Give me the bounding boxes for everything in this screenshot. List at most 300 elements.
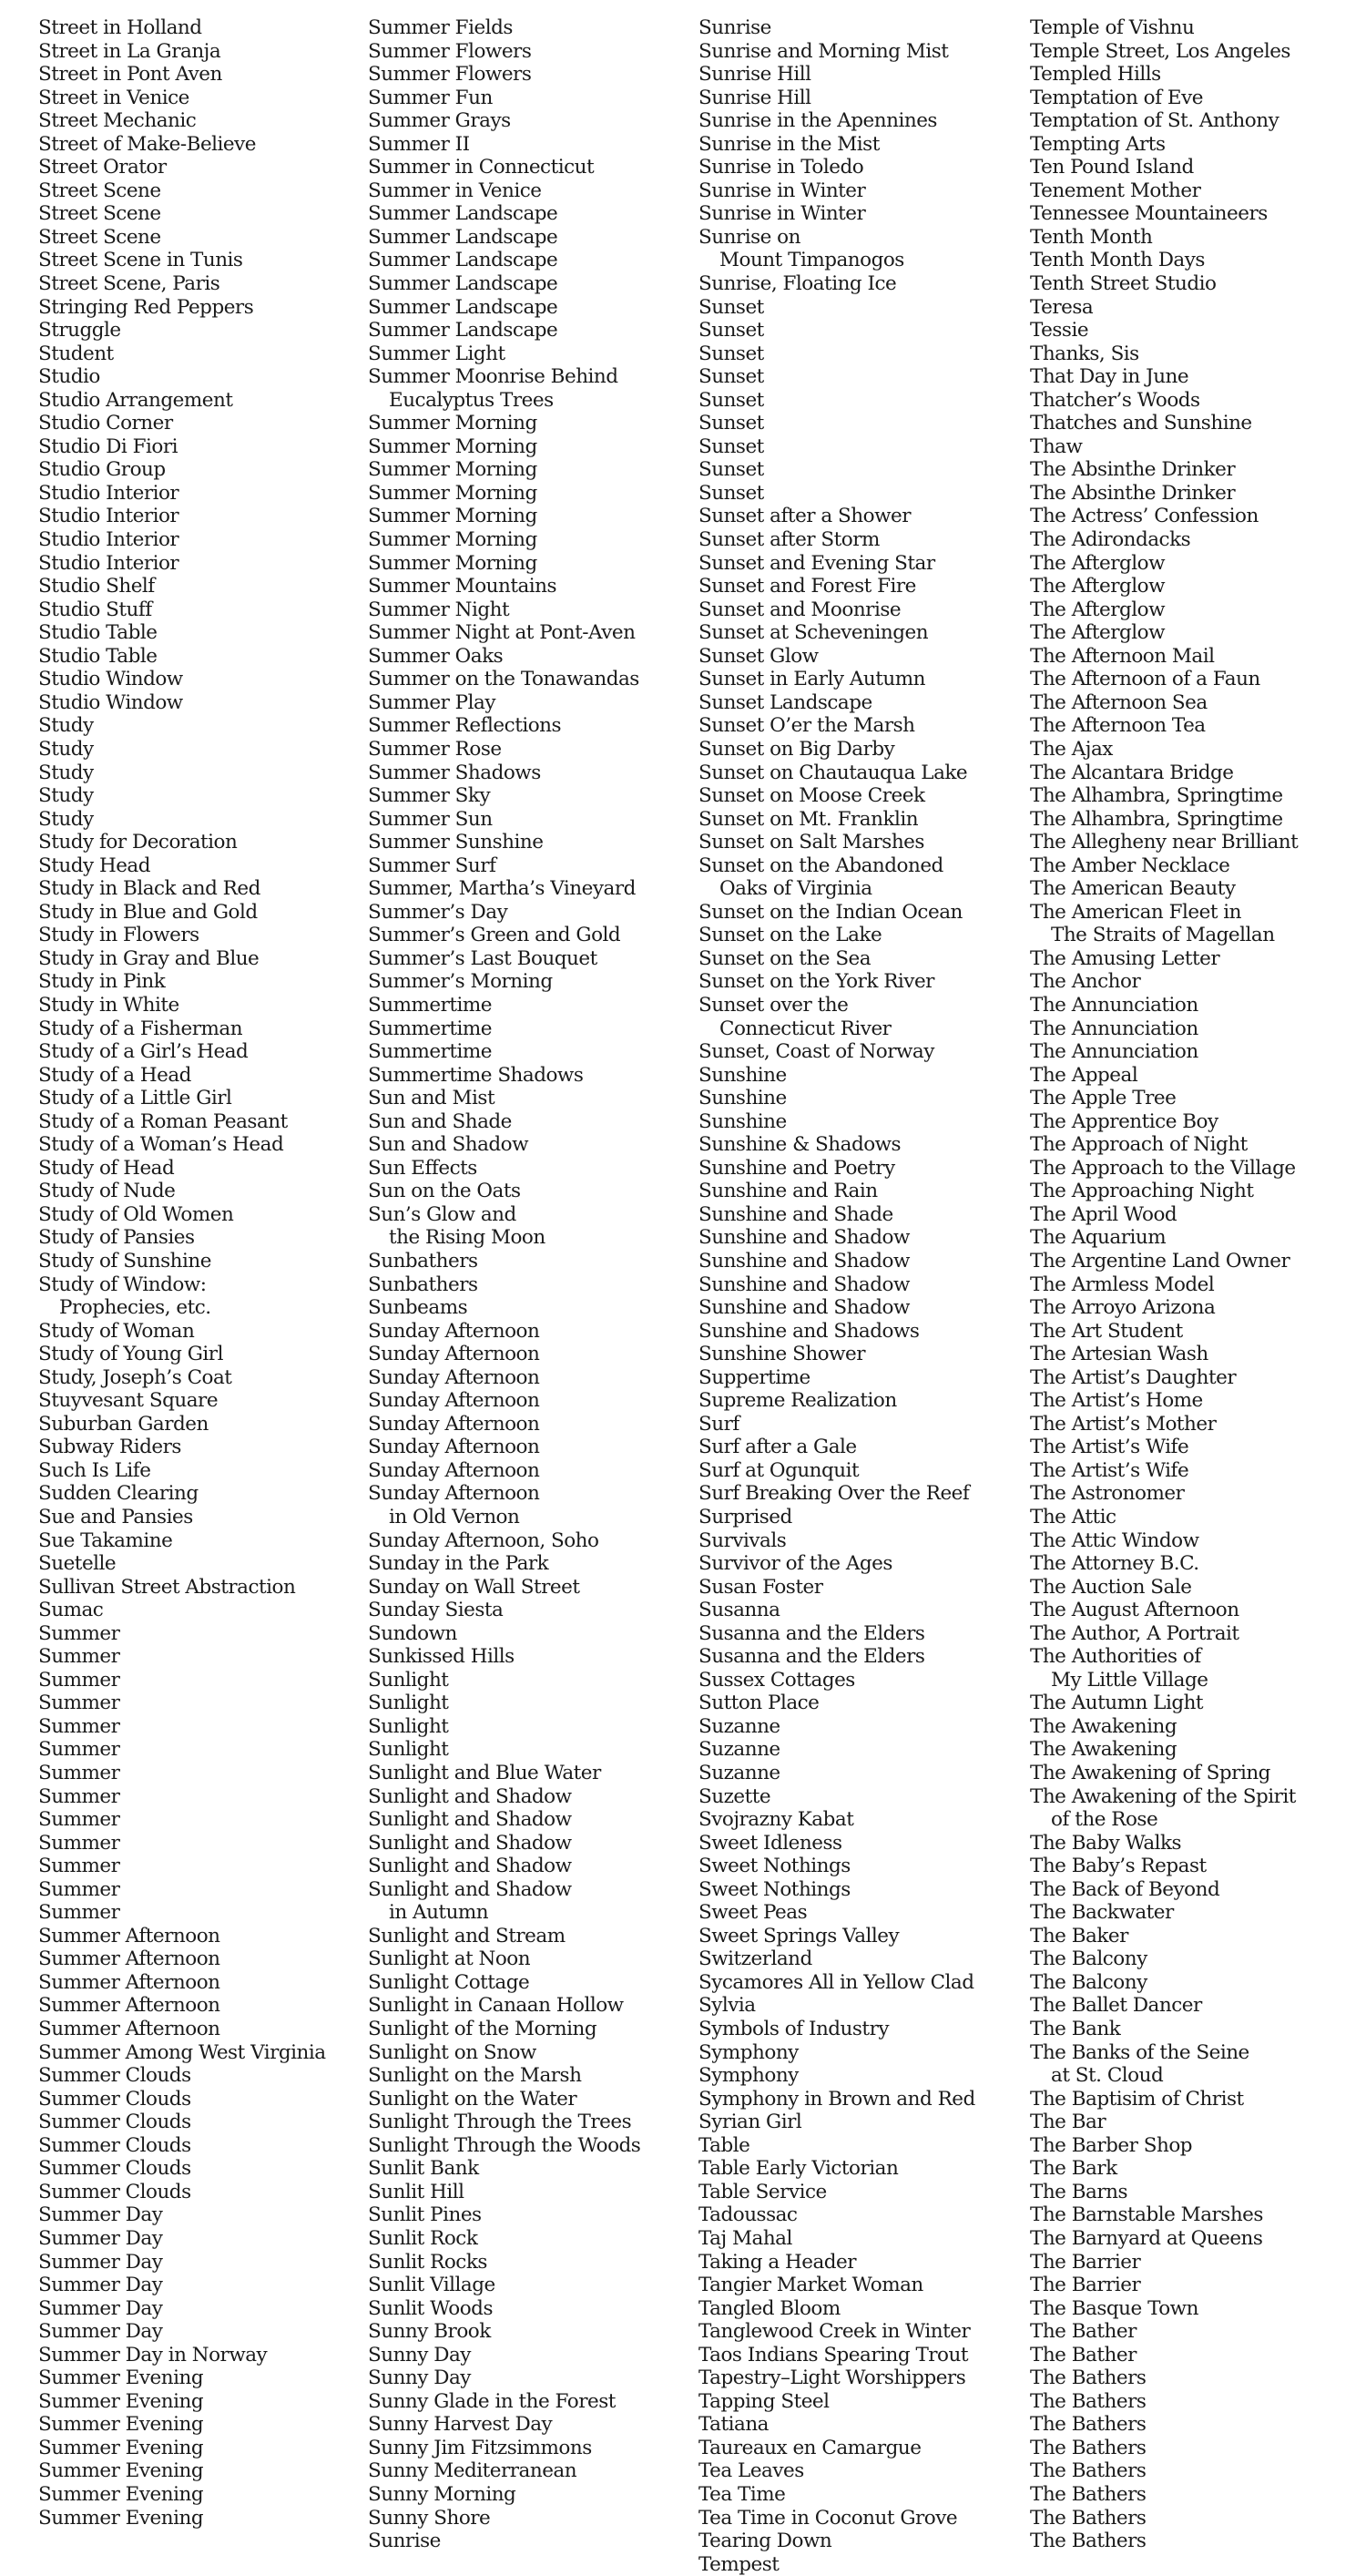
index-entry: Tangier Market Woman	[698, 2274, 923, 2297]
index-entry: Summer Oaks	[368, 644, 504, 668]
index-entry: Sunday Afternoon	[368, 1319, 540, 1343]
index-entry: Study of a Girl’s Head	[38, 1040, 249, 1064]
index-entry: Street Orator	[38, 156, 167, 179]
index-entry: The Baptisim of Christ	[1030, 2087, 1244, 2111]
index-entry: Summer	[38, 1621, 120, 1645]
index-entry: Sunrise in the Mist	[698, 132, 880, 156]
index-entry: Symphony	[698, 2040, 799, 2064]
index-entry: Surf	[698, 1412, 739, 1436]
index-entry: Summertime	[368, 993, 492, 1017]
index-entry: Summer	[38, 1831, 120, 1855]
index-entry: Summer	[38, 1808, 120, 1832]
index-entry: Sunshine and Shadow	[698, 1226, 910, 1250]
index-entry: The Amusing Letter	[1030, 946, 1220, 970]
index-entry: Survivor of the Ages	[698, 1552, 892, 1576]
index-entry: The Baby’s Repast	[1030, 1855, 1207, 1878]
index-entry: The Barnstable Marshes	[1030, 2203, 1263, 2227]
index-entry: Summer Sunshine	[368, 831, 544, 854]
index-entry: Summer Flowers	[368, 63, 532, 87]
index-entry: Study for Decoration	[38, 831, 238, 854]
index-entry: Sunset, Coast of Norway	[698, 1040, 934, 1064]
index-entry: Templed Hills	[1030, 63, 1161, 87]
index-entry: The Baker	[1030, 1924, 1128, 1947]
index-entry: Study in Black and Red	[38, 877, 260, 901]
index-entry: Sunrise and Morning Mist	[698, 39, 949, 63]
index-entry: The Awakening	[1030, 1738, 1177, 1762]
index-entry: Tangled Bloom	[698, 2296, 841, 2320]
index-entry: That Day in June	[1030, 365, 1189, 389]
index-entry: Struggle	[38, 319, 121, 342]
index-entry: Summer Landscape	[368, 202, 558, 226]
index-entry: The Artist’s Wife	[1030, 1458, 1189, 1482]
index-entry: Studio Interior	[38, 551, 179, 575]
index-entry: Summer’s Day	[368, 900, 508, 924]
index-entry: Study	[38, 761, 94, 784]
index-entry: Summer in Connecticut	[368, 156, 595, 179]
index-entry: The Bather	[1030, 2343, 1137, 2366]
index-entry: Summer Landscape	[368, 249, 558, 272]
index-entry: Sunset	[698, 458, 764, 482]
index-entry: Suzanne	[698, 1738, 780, 1762]
index-entry: The Adirondacks	[1030, 528, 1191, 552]
index-entry: Sunday Afternoon	[368, 1412, 540, 1436]
index-entry: Summer Fun	[368, 86, 493, 109]
index-entry: Summer Evening	[38, 2506, 204, 2530]
index-entry: The Argentine Land Owner	[1030, 1249, 1290, 1273]
index-entry: Tearing Down	[698, 2530, 832, 2553]
index-entry: Sunlight Through the Trees	[368, 2111, 632, 2134]
index-entry: Sunshine and Poetry	[698, 1156, 895, 1180]
index-entry: Summer	[38, 1738, 120, 1762]
index-entry: The April Wood	[1030, 1202, 1177, 1226]
index-entry: The Afterglow	[1030, 621, 1165, 645]
index-entry: Sunday Afternoon, Soho	[368, 1528, 599, 1552]
index-entry: The Attic	[1030, 1506, 1116, 1528]
index-entry: The Balcony	[1030, 1970, 1147, 1994]
index-entry: Stuyvesant Square	[38, 1389, 219, 1413]
index-entry: Summer on the Tonawandas	[368, 668, 639, 691]
index-entry: Sunset and Evening Star	[698, 551, 935, 575]
index-entry: The Ajax	[1030, 737, 1113, 761]
index-entry: Summer Evening	[38, 2436, 204, 2459]
index-entry: Summer	[38, 1762, 120, 1785]
index-entry: Temptation of Eve	[1030, 86, 1203, 109]
index-entry: Studio Shelf	[38, 575, 155, 598]
index-entry: The Annunciation	[1030, 1040, 1198, 1064]
index-entry: Sunshine and Shadow	[698, 1296, 910, 1320]
index-entry: Thatcher’s Woods	[1030, 388, 1200, 412]
index-entry: Summertime Shadows	[368, 1063, 584, 1087]
index-entry: Study of Head	[38, 1156, 175, 1180]
index-entry: The Bar	[1030, 2111, 1106, 2134]
index-entry: Sunday Afternoon	[368, 1343, 540, 1366]
index-entry: Sunlight and Shadow	[368, 1808, 572, 1832]
index-entry: Summer Afternoon	[38, 2018, 220, 2041]
index-entry: Symphony	[698, 2064, 799, 2088]
index-entry: Supreme Realization	[698, 1389, 897, 1413]
index-entry: The Apple Tree	[1030, 1087, 1177, 1110]
index-entry: Suzette	[698, 1784, 771, 1808]
index-entry: Tennessee Mountaineers	[1030, 202, 1268, 226]
index-entry: Symbols of Industry	[698, 2018, 889, 2041]
index-entry: Summer Morning	[368, 551, 537, 575]
index-entry: Subway Riders	[38, 1436, 181, 1459]
index-entry: The Allegheny near Brilliant	[1030, 831, 1299, 854]
index-entry: The Attorney B.C.	[1030, 1552, 1199, 1576]
index-entry: Summer Day in Norway	[38, 2343, 268, 2366]
index-entry: Summer Evening	[38, 2482, 204, 2506]
index-entry: Summer Play	[368, 690, 495, 714]
index-entry: The Bathers	[1030, 2459, 1147, 2483]
index-entry: Summer Clouds	[38, 2087, 191, 2111]
index-entry: Sunshine	[698, 1087, 787, 1110]
index-entry: Street Mechanic	[38, 109, 197, 133]
index-entry: Sunbathers	[368, 1249, 478, 1273]
index-entry: Sunlight and Shadow	[368, 1855, 572, 1878]
index-entry: Sunshine and Shadow	[698, 1249, 910, 1273]
index-entry: Sunrise, Floating Ice	[698, 272, 897, 296]
index-entry: Study of Pansies	[38, 1226, 195, 1250]
index-entry: Street Scene, Paris	[38, 272, 220, 296]
index-entry: Sunshine	[698, 1109, 787, 1133]
index-entry: Sunkissed Hills	[368, 1645, 515, 1669]
index-entry: Surf Breaking Over the Reef	[698, 1482, 970, 1506]
index-entry: Sunny Shore	[368, 2506, 491, 2530]
index-entry: The Artesian Wash	[1030, 1343, 1208, 1366]
index-entry: Study of Window:	[38, 1273, 207, 1296]
index-entry: Tenth Month	[1030, 225, 1153, 249]
index-entry: The Bathers	[1030, 2389, 1147, 2413]
index-entry: Sunrise Hill	[698, 86, 811, 109]
index-entry: Tea Time in Coconut Grove	[698, 2506, 958, 2530]
index-entry: Sunday Siesta	[368, 1599, 504, 1622]
index-entry: Sunset and Moonrise	[698, 598, 902, 621]
index-entry: The Approach of Night	[1030, 1133, 1248, 1157]
index-entry: Study in Flowers	[38, 924, 199, 947]
index-entry: Tenement Mother	[1030, 179, 1201, 202]
index-entry: Summer Evening	[38, 2459, 204, 2483]
index-entry: Sunshine and Shade	[698, 1202, 893, 1226]
index-entry: Sutton Place	[698, 1692, 820, 1715]
index-entry: Sunny Harvest Day	[368, 2413, 553, 2437]
index-entry: The Afternoon of a Faun	[1030, 668, 1260, 691]
index-entry: Sun and Shade	[368, 1109, 512, 1133]
index-entry: Suppertime	[698, 1365, 810, 1389]
index-entry: Summer	[38, 1668, 120, 1692]
index-entry: Svojrazny Kabat	[698, 1808, 854, 1832]
index-entry: Sunshine and Rain	[698, 1180, 878, 1203]
index-entry: Sunlight and Shadow	[368, 1831, 572, 1855]
index-entry: Taos Indians Spearing Trout	[698, 2343, 968, 2366]
index-entry: Sue and Pansies	[38, 1506, 193, 1528]
index-entry: Sunshine	[698, 1063, 787, 1087]
index-entry: The Bathers	[1030, 2482, 1147, 2506]
index-entry: Sumac	[38, 1599, 104, 1622]
index-entry-continuation: Mount Timpanogos	[719, 249, 904, 272]
index-entry: The Afternoon Mail	[1030, 644, 1215, 668]
index-entry: Study of Sunshine	[38, 1249, 211, 1273]
index-entry: Sunlight and Shadow	[368, 1877, 572, 1901]
index-entry: Thaw	[1030, 434, 1083, 458]
index-entry: Sunset on Salt Marshes	[698, 831, 924, 854]
index-entry: The Bank	[1030, 2018, 1121, 2041]
index-entry: Sunset on the Lake	[698, 924, 882, 947]
index-entry: Summer Morning	[368, 412, 537, 435]
index-entry: Summer Night	[368, 598, 510, 621]
index-entry: Sussex Cottages	[698, 1668, 855, 1692]
index-entry: Summer Evening	[38, 2366, 204, 2390]
index-entry: Sweet Peas	[698, 1901, 808, 1925]
index-entry: Summer	[38, 1692, 120, 1715]
index-entry: Suetelle	[38, 1552, 117, 1576]
index-entry: The Backwater	[1030, 1901, 1174, 1925]
index-entry: Sunlit Pines	[368, 2203, 482, 2227]
index-entry: Sunlit Hill	[368, 2180, 464, 2203]
index-entry: Study	[38, 807, 94, 831]
index-entry: Student	[38, 342, 114, 365]
index-entry: Sunlit Rocks	[368, 2250, 487, 2274]
index-entry: Sunlight on Snow	[368, 2040, 536, 2064]
index-entry: Survivals	[698, 1528, 787, 1552]
index-entry: Sunrise in Toledo	[698, 156, 864, 179]
index-entry: Summertime	[368, 1017, 492, 1040]
index-entry: The Absinthe Drinker	[1030, 481, 1236, 505]
index-entry: Sunset on Mt. Franklin	[698, 807, 919, 831]
index-entry: Sunny Day	[368, 2366, 471, 2390]
index-entry: Sunshine & Shadows	[698, 1133, 902, 1157]
index-entry: Sunshine Shower	[698, 1343, 866, 1366]
index-entry: Summer	[38, 1855, 120, 1878]
index-entry: Sun and Mist	[368, 1087, 495, 1110]
index-entry: Study in White	[38, 993, 179, 1017]
index-entry: Sweet Springs Valley	[698, 1924, 900, 1947]
index-entry: Susanna	[698, 1599, 780, 1622]
index-entry: Summer Surf	[368, 854, 496, 877]
index-entry: Tempest	[698, 2552, 780, 2576]
index-entry: Tapestry–Light Worshippers	[698, 2366, 966, 2390]
index-entry: Sunny Brook	[368, 2320, 491, 2344]
index-entry: The Artist’s Wife	[1030, 1436, 1189, 1459]
index-entry: Ten Pound Island	[1030, 156, 1194, 179]
index-entry: Susanna and the Elders	[698, 1621, 925, 1645]
index-entry-continuation: The Straits of Magellan	[1051, 924, 1275, 947]
index-entry: Summer Morning	[368, 481, 537, 505]
index-entry: The Alcantara Bridge	[1030, 761, 1234, 784]
index-entry: Thanks, Sis	[1030, 342, 1139, 365]
index-entry: Summer Day	[38, 2203, 163, 2227]
index-entry: Summer Fields	[368, 16, 513, 39]
index-entry: Summer	[38, 1645, 120, 1669]
index-entry: The Barber Shop	[1030, 2133, 1193, 2157]
index-entry: Summer Landscape	[368, 225, 558, 249]
index-entry: Sunny Morning	[368, 2482, 516, 2506]
index-entry: Sudden Clearing	[38, 1482, 199, 1506]
index-entry: Study of a Roman Peasant	[38, 1109, 288, 1133]
index-entry: The Basque Town	[1030, 2296, 1198, 2320]
index-entry: Sunlit Village	[368, 2274, 495, 2297]
index-entry: Study	[38, 784, 94, 808]
index-entry: Sunlight	[368, 1668, 449, 1692]
index-entry: Sunlight and Stream	[368, 1924, 566, 1947]
index-entry: Sunrise in Winter	[698, 179, 866, 202]
index-entry: Sullivan Street Abstraction	[38, 1575, 296, 1599]
index-entry: The Ballet Dancer	[1030, 1994, 1202, 2018]
index-entry: Sunset	[698, 434, 764, 458]
index-entry: Sunset and Forest Fire	[698, 575, 916, 598]
index-entry: Sunlight on the Marsh	[368, 2064, 582, 2088]
index-entry: Sue Takamine	[38, 1528, 173, 1552]
index-entry: Summer, Martha’s Vineyard	[368, 877, 636, 901]
index-entry: Summer Day	[38, 2274, 163, 2297]
index-entry: Summer Afternoon	[38, 1970, 220, 1994]
index-entry: The Autumn Light	[1030, 1692, 1204, 1715]
index-entry: Summer	[38, 1714, 120, 1738]
index-entry: Summer Afternoon	[38, 1994, 220, 2018]
index-entry: Study of Young Girl	[38, 1343, 223, 1366]
index-entry: Studio	[38, 365, 100, 389]
index-entry: Sunrise	[368, 2530, 441, 2553]
index-entry: Summer Rose	[368, 737, 502, 761]
index-entry: The Alhambra, Springtime	[1030, 807, 1283, 831]
index-entry: Sunny Glade in the Forest	[368, 2389, 616, 2413]
index-entry: Studio Interior	[38, 528, 179, 552]
index-entry: The Appeal	[1030, 1063, 1138, 1087]
index-entry: Sycamores All in Yellow Clad	[698, 1970, 974, 1994]
index-entry: Susan Foster	[698, 1575, 823, 1599]
index-entry: The Awakening of the Spirit	[1030, 1784, 1296, 1808]
index-entry: Surprised	[698, 1506, 792, 1528]
index-entry: Summer Clouds	[38, 2111, 191, 2134]
index-entry: The Awakening	[1030, 1714, 1177, 1738]
index-entry: Summer	[38, 1901, 120, 1925]
index-entry: Study	[38, 714, 94, 738]
index-entry: Study in Gray and Blue	[38, 946, 260, 970]
index-entry: Summer’s Green and Gold	[368, 924, 621, 947]
index-entry: Sunset	[698, 295, 764, 319]
index-entry: Sunrise in Winter	[698, 202, 866, 226]
index-entry: Tanglewood Creek in Winter	[698, 2320, 971, 2344]
index-entry: Sun’s Glow and	[368, 1202, 516, 1226]
index-entry: Sunrise in the Apennines	[698, 109, 937, 133]
index-entry: Syrian Girl	[698, 2111, 802, 2134]
index-entry: The Barrier	[1030, 2250, 1141, 2274]
index-column-2	[368, 16, 640, 2553]
index-entry: The Auction Sale	[1030, 1575, 1192, 1599]
index-entry: Sunset at Scheveningen	[698, 621, 929, 645]
index-entry: Summer Afternoon	[38, 1924, 220, 1947]
index-entry: The Afterglow	[1030, 551, 1165, 575]
index-entry: Taureaux en Camargue	[698, 2436, 922, 2459]
index-entry: The Afternoon Sea	[1030, 690, 1208, 714]
index-entry-continuation: the Rising Moon	[389, 1226, 545, 1250]
index-entry: Sweet Idleness	[698, 1831, 842, 1855]
index-entry: The Artist’s Home	[1030, 1389, 1203, 1413]
index-entry: Street Scene in Tunis	[38, 249, 243, 272]
index-entry: Studio Table	[38, 644, 158, 668]
index-entry: Susanna and the Elders	[698, 1645, 925, 1669]
index-entry: Tea Time	[698, 2482, 786, 2506]
index-entry: Sunset	[698, 365, 764, 389]
index-entry: Street in La Granja	[38, 39, 221, 63]
index-entry: The Bather	[1030, 2320, 1137, 2344]
index-entry: Sunlight at Noon	[368, 1947, 531, 1971]
index-entry: Study Head	[38, 854, 151, 877]
index-entry: Summer Afternoon	[38, 1947, 220, 1971]
index-entry: The Anchor	[1030, 970, 1141, 994]
index-entry: Sunny Mediterranean	[368, 2459, 577, 2483]
index-entry: Sunset after a Shower	[698, 505, 911, 528]
index-entry: The Aquarium	[1030, 1226, 1167, 1250]
index-entry: The Amber Necklace	[1030, 854, 1230, 877]
index-entry: The Apprentice Boy	[1030, 1109, 1218, 1133]
index-entry: The Afterglow	[1030, 575, 1165, 598]
index-entry: Sunset on the Indian Ocean	[698, 900, 963, 924]
index-entry: Sunset Landscape	[698, 690, 872, 714]
index-entry: The Bathers	[1030, 2506, 1147, 2530]
index-entry: The Banks of the Seine	[1030, 2040, 1249, 2064]
index-entry: Sunset on Moose Creek	[698, 784, 925, 808]
index-entry: Sunday Afternoon	[368, 1436, 540, 1459]
index-entry: Summer	[38, 1784, 120, 1808]
index-entry: Sunset O’er the Marsh	[698, 714, 915, 738]
index-entry-continuation: of the Rose	[1051, 1808, 1158, 1832]
index-entry: Summer Sun	[368, 807, 493, 831]
index-entry: Thatches and Sunshine	[1030, 412, 1252, 435]
index-entry: Sunlit Rock	[368, 2226, 478, 2250]
index-entry: Sunlight on the Water	[368, 2087, 577, 2111]
index-entry: Studio Table	[38, 621, 158, 645]
index-entry: Suburban Garden	[38, 1412, 209, 1436]
index-entry: Sunshine and Shadows	[698, 1319, 920, 1343]
index-entry: Study of a Head	[38, 1063, 191, 1087]
index-entry: Summer Clouds	[38, 2157, 191, 2181]
index-entry: Sunlight of the Morning	[368, 2018, 597, 2041]
index-entry: Sunset on Big Darby	[698, 737, 895, 761]
index-entry: The Artist’s Daughter	[1030, 1365, 1237, 1389]
index-entry: Sunday Afternoon	[368, 1389, 540, 1413]
index-entry: Sunset on Chautauqua Lake	[698, 761, 968, 784]
index-entry-continuation: in Old Vernon	[389, 1506, 520, 1528]
index-entry: The Bathers	[1030, 2413, 1147, 2437]
index-entry: Street Scene	[38, 179, 161, 202]
index-entry: The Awakening of Spring	[1030, 1762, 1270, 1785]
index-entry: Sunlit Bank	[368, 2157, 479, 2181]
index-entry: The Attic Window	[1030, 1528, 1199, 1552]
index-entry: Studio Corner	[38, 412, 173, 435]
index-entry: Summertime	[368, 1040, 492, 1064]
index-entry: Taj Mahal	[698, 2226, 792, 2250]
index-entry: Sunset	[698, 412, 764, 435]
index-entry: The Alhambra, Springtime	[1030, 784, 1283, 808]
index-entry: Sunshine and Shadow	[698, 1273, 910, 1296]
index-entry: Such Is Life	[38, 1458, 151, 1482]
index-entry: The Barns	[1030, 2180, 1128, 2203]
index-entry: Sunset over the	[698, 993, 849, 1017]
index-entry-continuation: at St. Cloud	[1051, 2064, 1164, 2088]
index-entry: Summer Reflections	[368, 714, 562, 738]
index-entry: Stringing Red Peppers	[38, 295, 254, 319]
index-entry: Summer Day	[38, 2296, 163, 2320]
index-entry-continuation: Prophecies, etc.	[59, 1296, 211, 1320]
index-entry: The Absinthe Drinker	[1030, 458, 1236, 482]
index-entry: Summer Sky	[368, 784, 491, 808]
index-entry: Summer Among West Virginia	[38, 2040, 326, 2064]
index-entry: Sunny Jim Fitzsimmons	[368, 2436, 592, 2459]
index-entry: The Actress’ Confession	[1030, 505, 1259, 528]
index-entry: Street in Venice	[38, 86, 189, 109]
index-entry: The Bathers	[1030, 2530, 1147, 2553]
index-entry: The Afternoon Tea	[1030, 714, 1206, 738]
